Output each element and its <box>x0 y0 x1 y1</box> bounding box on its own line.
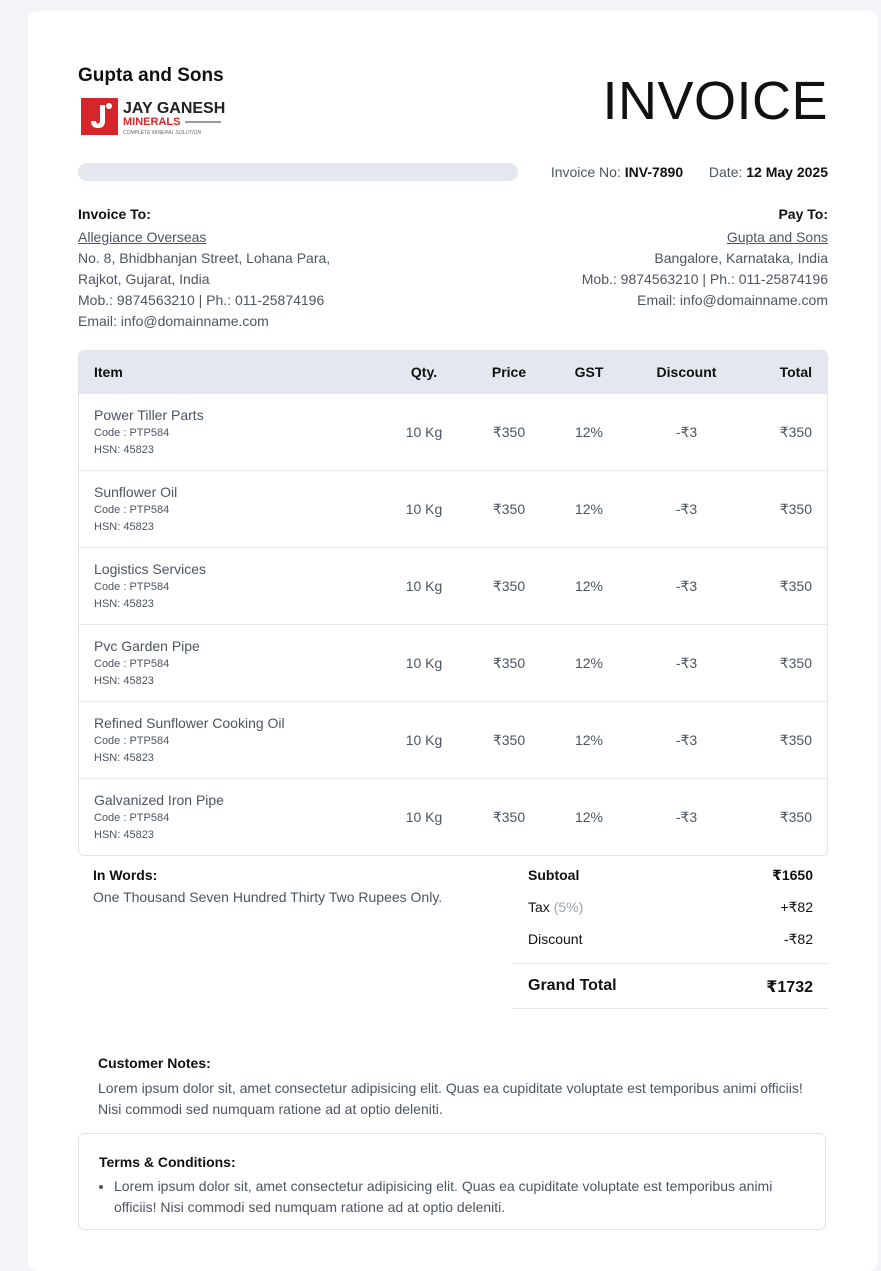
totals-summary <box>513 859 828 1009</box>
grand-total-label: Grand Total <box>528 977 617 994</box>
customer-notes <box>98 1053 818 1120</box>
header-discount: Discount <box>656 364 717 380</box>
item-price: ₹350 <box>492 500 526 517</box>
item-qty: 10 Kg <box>405 655 443 671</box>
company-logo <box>81 97 226 137</box>
tax-value: +₹82 <box>780 899 813 915</box>
in-words-heading: In Words: <box>93 867 158 883</box>
item-name: Power Tiller Parts <box>94 407 204 423</box>
invoice-no-label: Invoice No: <box>550 164 621 180</box>
discount-value: -₹82 <box>783 931 813 947</box>
header-total: Total <box>779 364 812 380</box>
item-price: ₹350 <box>492 808 526 825</box>
invoice-to-heading: Invoice To: <box>78 206 151 222</box>
terms-list <box>99 1176 804 1218</box>
item-code: Code : PTP584 <box>94 427 170 439</box>
item-discount: -₹3 <box>675 654 698 671</box>
subtotal-value: ₹1650 <box>772 867 813 883</box>
invoice-number: INV-7890 <box>624 164 684 180</box>
invoice-meta <box>551 163 828 181</box>
item-hsn: HSN: 45823 <box>94 829 154 841</box>
logo-tagline: COMPLETE MINERAL SOLUTION <box>123 130 201 136</box>
item-total: ₹350 <box>779 654 812 671</box>
tax-rate: (5%) <box>553 899 584 915</box>
item-total: ₹350 <box>779 500 812 517</box>
table-row <box>79 547 827 624</box>
item-gst: 12% <box>574 424 604 440</box>
item-hsn: HSN: 45823 <box>94 444 154 456</box>
grand-total-row <box>513 963 828 1009</box>
terms-heading: Terms & Conditions: <box>99 1154 236 1170</box>
table-row <box>79 470 827 547</box>
item-gst: 12% <box>574 655 604 671</box>
item-gst: 12% <box>574 578 604 594</box>
invoice-date: 12 May 2025 <box>746 164 828 180</box>
invoice-to-address-line: Rajkot, Gujarat, India <box>78 271 210 287</box>
pay-to-name[interactable]: Gupta and Sons <box>726 229 828 245</box>
date-label: Date: <box>708 164 743 180</box>
tax-label: Tax <box>528 899 550 915</box>
terms-item: • Lorem ipsum dolor sit, amet consectetur adipisicing elit. Quas ea cupiditate voluptate est temporibus animi officiis! Nisi commodi sed numquam ratione ad at optio deleniti. <box>114 1176 804 1218</box>
discount-row <box>513 923 828 955</box>
invoice-to-block <box>78 204 330 332</box>
item-qty: 10 Kg <box>405 732 443 748</box>
in-words-text: One Thousand Seven Hundred Thirty Two Rupees Only. <box>93 889 443 905</box>
placeholder-bar <box>78 163 518 181</box>
table-row <box>79 393 827 470</box>
header-price: Price <box>491 364 527 380</box>
item-hsn: HSN: 45823 <box>94 675 154 687</box>
pay-to-heading: Pay To: <box>778 206 828 222</box>
subtotal-row <box>513 859 828 891</box>
invoice-to-phone: Mob.: 9874563210 | Ph.: 011-25874196 <box>78 292 325 308</box>
item-discount: -₹3 <box>675 808 698 825</box>
header-gst: GST <box>574 364 604 380</box>
discount-label: Discount <box>528 931 583 947</box>
item-name: Refined Sunflower Cooking Oil <box>94 715 285 731</box>
item-name: Pvc Garden Pipe <box>94 638 200 654</box>
company-name: Gupta and Sons <box>78 65 224 86</box>
invoice-title: INVOICE <box>602 71 828 131</box>
item-discount: -₹3 <box>675 423 698 440</box>
item-gst: 12% <box>574 732 604 748</box>
item-qty: 10 Kg <box>405 578 443 594</box>
item-gst: 12% <box>574 809 604 825</box>
invoice-to-address-line: No. 8, Bhidbhanjan Street, Lohana Para, <box>78 250 331 266</box>
item-price: ₹350 <box>492 731 526 748</box>
subtotal-label: Subtoal <box>528 867 580 883</box>
item-qty: 10 Kg <box>405 809 443 825</box>
logo-brand-line2: MINERALS <box>123 116 181 128</box>
item-code: Code : PTP584 <box>94 735 170 747</box>
amount-in-words <box>93 867 442 905</box>
logo-mark <box>81 98 118 135</box>
invoice-card <box>28 11 878 1271</box>
item-price: ₹350 <box>492 654 526 671</box>
customer-notes-heading: Customer Notes: <box>98 1055 211 1071</box>
item-total: ₹350 <box>779 423 812 440</box>
item-name: Logistics Services <box>94 561 207 577</box>
item-total: ₹350 <box>779 808 812 825</box>
table-header-row <box>79 351 827 393</box>
item-hsn: HSN: 45823 <box>94 521 154 533</box>
header-qty: Qty. <box>410 364 438 380</box>
item-name: Galvanized Iron Pipe <box>94 792 224 808</box>
item-code: Code : PTP584 <box>94 812 170 824</box>
items-table <box>78 350 828 856</box>
table-row <box>79 778 827 855</box>
invoice-to-name[interactable]: Allegiance Overseas <box>78 229 207 245</box>
item-discount: -₹3 <box>675 731 698 748</box>
logo-brand-line1: JAY GANESH <box>123 100 226 117</box>
item-name: Sunflower Oil <box>94 484 178 500</box>
item-total: ₹350 <box>779 731 812 748</box>
pay-to-phone: Mob.: 9874563210 | Ph.: 011-25874196 <box>581 271 828 287</box>
item-code: Code : PTP584 <box>94 658 170 670</box>
customer-notes-text: Lorem ipsum dolor sit, amet consectetur adipisicing elit. Quas ea cupiditate voluptate est temporibus animi officiis! Nisi commodi sed numquam ratione ad at optio deleniti. <box>98 1080 803 1117</box>
item-qty: 10 Kg <box>405 424 443 440</box>
invoice-to-email: Email: info@domainname.com <box>78 313 269 329</box>
item-discount: -₹3 <box>675 500 698 517</box>
terms-and-conditions <box>78 1133 826 1230</box>
item-price: ₹350 <box>492 577 526 594</box>
table-row <box>79 624 827 701</box>
item-code: Code : PTP584 <box>94 504 170 516</box>
item-price: ₹350 <box>492 423 526 440</box>
logo-dot <box>106 103 112 109</box>
item-gst: 12% <box>574 501 604 517</box>
item-hsn: HSN: 45823 <box>94 598 154 610</box>
item-total: ₹350 <box>779 577 812 594</box>
tax-row <box>513 891 828 923</box>
item-code: Code : PTP584 <box>94 581 170 593</box>
item-qty: 10 Kg <box>405 501 443 517</box>
item-hsn: HSN: 45823 <box>94 752 154 764</box>
pay-to-address-line: Bangalore, Karnataka, India <box>654 250 828 266</box>
item-discount: -₹3 <box>675 577 698 594</box>
table-row <box>79 701 827 778</box>
pay-to-block <box>582 204 828 311</box>
header-item: Item <box>94 364 123 380</box>
pay-to-email: Email: info@domainname.com <box>637 292 828 308</box>
grand-total-value: ₹1732 <box>766 979 813 996</box>
